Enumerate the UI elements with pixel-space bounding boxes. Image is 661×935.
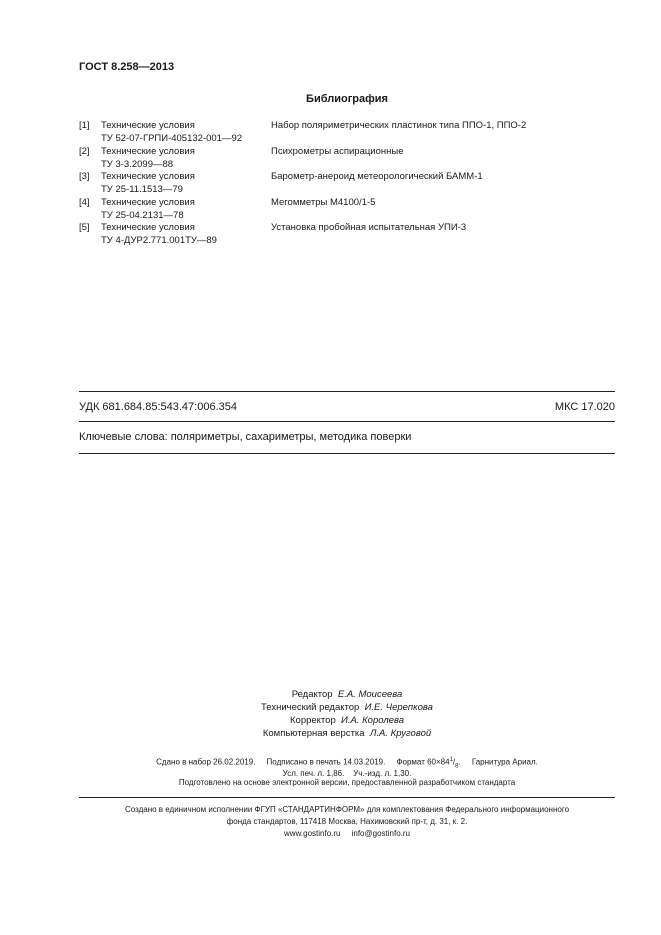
entry-description: Мегомметры М4100/1-5	[271, 197, 376, 208]
footer-contacts	[0, 828, 661, 840]
divider-bottom	[79, 453, 615, 454]
footer-line-2: фонда стандартов, 117418 Москва, Нахимовский пр-т, д. 31, к. 2.	[226, 817, 468, 826]
publication-line-2: Усл. печ. л. 1,86. Уч.-изд. л. 1,30.	[282, 769, 412, 778]
mks-code: МКС 17.020	[554, 401, 615, 413]
entry-number: [1]	[79, 120, 90, 131]
credits-block	[0, 688, 661, 740]
publication-line-3: Подготовлено на основе электронной версии, предоставленной разработчиком стандарта	[178, 778, 516, 787]
format: Формат 60×84	[396, 757, 450, 767]
entry-spec-type: Технические условия	[101, 120, 195, 131]
entry-description: Набор поляриметрических пластинок типа ППО-1, ППО-2	[271, 120, 527, 131]
credit-name: И.Е. Черепкова	[364, 702, 433, 713]
document-code: ГОСТ 8.258—2013	[79, 61, 175, 73]
divider-middle	[79, 421, 615, 422]
entry-description: Барометр-анероид метеорологический БАММ-1	[271, 171, 483, 182]
footer-website-link[interactable]: www.gostinfo.ru	[284, 829, 341, 838]
entry-description: Установка пробойная испытательная УПИ-3	[271, 222, 467, 233]
format-fraction-num: 1	[449, 757, 453, 763]
credit-role: Компьютерная верстка	[262, 728, 365, 739]
credit-proofreader	[0, 714, 661, 727]
footer-line-1: Создано в единичном исполнении ФГУП «СТАНДАРТИНФОРМ» для комплектования Федерального информационного	[124, 805, 570, 814]
credit-role: Редактор	[291, 689, 333, 700]
entry-spec-code: ТУ 52-07-ГРПИ-405132-001—92	[101, 132, 243, 144]
bibliography-title: Библиография	[306, 93, 388, 105]
udk-code: УДК 681.684.85:543.47:006.354	[79, 401, 237, 413]
entry-number: [3]	[79, 171, 90, 182]
credit-tech-editor	[0, 701, 661, 714]
entry-description: Психрометры аспирационные	[271, 146, 404, 157]
credit-name: Л.А. Круговой	[369, 728, 432, 739]
entry-spec-code: ТУ 25-04.2131—78	[101, 209, 184, 221]
entry-spec-code: ТУ 3-3.2099—88	[101, 158, 174, 170]
entry-spec-type: Технические условия	[101, 171, 195, 182]
format-fraction-den: 8	[455, 763, 459, 770]
entry-spec-type: Технические условия	[101, 222, 195, 233]
entry-spec	[101, 171, 195, 196]
publication-line-1: Сдано в набор 26.02.2019. Подписано в печать 14.03.2019. Формат $60\times 84^1/_8$. Гарнитура Ариал.	[156, 757, 538, 770]
credit-layout	[0, 727, 661, 740]
footer-email-link[interactable]: info@gostinfo.ru	[351, 829, 410, 838]
credit-role: Корректор	[290, 715, 336, 726]
divider-footer	[79, 797, 615, 798]
credit-role: Технический редактор	[261, 702, 360, 713]
entry-spec-code: ТУ 4-ДУР2.771.001ТУ—89	[101, 234, 217, 246]
credit-editor	[0, 688, 661, 701]
entry-number: [2]	[79, 146, 90, 157]
entry-spec-type: Технические условия	[101, 197, 195, 208]
entry-spec	[101, 146, 195, 171]
divider-top	[79, 391, 615, 392]
sent-to-print: Сдано в набор 26.02.2019.	[156, 757, 256, 767]
keywords: Ключевые слова: поляриметры, сахариметры, методика поверки	[79, 431, 412, 443]
entry-spec-type: Технические условия	[101, 146, 195, 157]
entry-spec	[101, 197, 195, 222]
credit-name: И.А. Королева	[341, 715, 404, 726]
entry-number: [5]	[79, 222, 90, 233]
entry-spec	[101, 120, 242, 145]
credit-name: Е.А. Моисеева	[337, 689, 403, 700]
entry-spec	[101, 222, 217, 247]
signed-for-print: Подписано в печать 14.03.2019.	[266, 757, 386, 767]
entry-number: [4]	[79, 197, 90, 208]
entry-spec-code: ТУ 25-11.1513—79	[101, 183, 183, 195]
typeface: Гарнитура Ариал.	[471, 757, 538, 767]
